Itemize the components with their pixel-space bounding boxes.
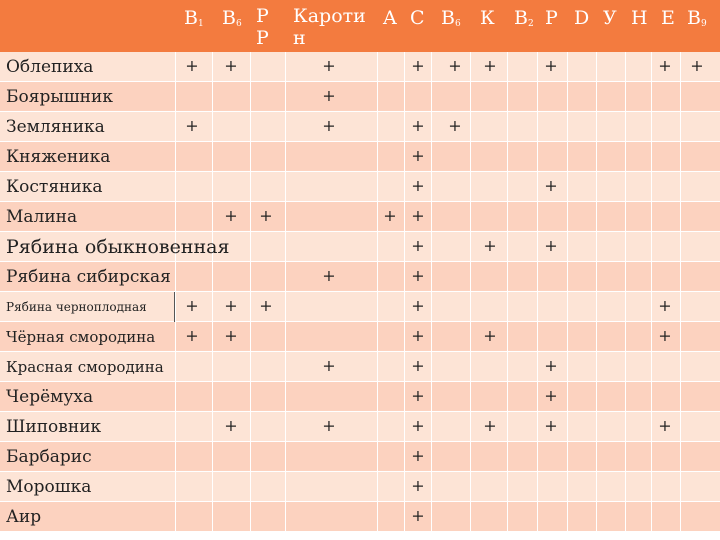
row-divider (0, 321, 720, 322)
row-label: Земляника (6, 117, 105, 137)
plus-mark: + (383, 206, 397, 225)
plus-mark: + (411, 206, 425, 225)
row-divider (0, 81, 720, 82)
header-n: Н (631, 7, 648, 29)
cell-border (174, 292, 175, 322)
plus-mark: + (224, 416, 238, 435)
row-label: Барбарис (6, 447, 92, 467)
plus-mark: + (411, 296, 425, 315)
plus-mark: + (448, 116, 462, 135)
row-label: Костяника (6, 177, 103, 197)
column-divider (625, 52, 626, 540)
row-divider (0, 531, 720, 532)
plus-mark: + (224, 296, 238, 315)
row-label: Аир (6, 507, 42, 527)
row-divider (0, 261, 720, 262)
row-label: Черёмуха (6, 387, 94, 407)
plus-mark: + (483, 326, 497, 345)
plus-mark: + (690, 56, 704, 75)
plus-mark: + (411, 176, 425, 195)
table-row (0, 502, 720, 532)
plus-mark: + (185, 116, 199, 135)
table-row (0, 52, 720, 82)
row-divider (0, 231, 720, 232)
header-d: D (574, 7, 590, 29)
plus-mark: + (658, 416, 672, 435)
plus-mark: + (483, 56, 497, 75)
plus-mark: + (483, 236, 497, 255)
column-divider (537, 52, 538, 540)
column-divider (285, 52, 286, 540)
plus-mark: + (411, 506, 425, 525)
header-b2: $B_2$ (514, 7, 534, 29)
row-label: Чёрная смородина (6, 328, 156, 346)
row-divider (0, 411, 720, 412)
plus-mark: + (185, 56, 199, 75)
column-divider (470, 52, 471, 540)
plus-mark: + (544, 236, 558, 255)
table-row (0, 412, 720, 442)
plus-mark: + (224, 206, 238, 225)
row-label: Рябина черноплодная (6, 300, 147, 314)
row-label: Красная смородина (6, 358, 164, 376)
plus-mark: + (658, 296, 672, 315)
plus-mark: + (322, 266, 336, 285)
header-c: C (410, 7, 425, 29)
row-divider (0, 381, 720, 382)
plus-mark: + (322, 56, 336, 75)
row-label: Морошка (6, 477, 92, 497)
row-label: Боярышник (6, 87, 113, 107)
plus-mark: + (411, 236, 425, 255)
plus-mark: + (544, 176, 558, 195)
plus-mark: + (322, 416, 336, 435)
row-divider (0, 291, 720, 292)
header-b9: $B_9$ (687, 7, 707, 29)
plus-mark: + (411, 476, 425, 495)
row-divider (0, 111, 720, 112)
plus-mark: + (411, 326, 425, 345)
plus-mark: + (322, 356, 336, 375)
row-label: Рябина обыкновенная (6, 236, 230, 258)
table-row (0, 172, 720, 202)
plus-mark: + (259, 206, 273, 225)
header-b6: $B_6$ (222, 7, 242, 29)
plus-mark: + (411, 356, 425, 375)
row-label: Рябина сибирская (6, 267, 171, 287)
row-divider (0, 201, 720, 202)
header-e: Е (661, 7, 675, 29)
row-divider (0, 141, 720, 142)
plus-mark: + (185, 296, 199, 315)
plus-mark: + (224, 326, 238, 345)
header-b1: $B_1$ (184, 7, 204, 29)
table-row (0, 472, 720, 502)
row-divider (0, 471, 720, 472)
plus-mark: + (259, 296, 273, 315)
table-row (0, 442, 720, 472)
plus-mark: + (658, 326, 672, 345)
plus-mark: + (224, 56, 238, 75)
column-divider (567, 52, 568, 540)
header-p: P (545, 7, 558, 29)
header-carotene: Кароти н (293, 5, 366, 49)
header-b6-second: $B_6$ (441, 7, 461, 29)
column-divider (596, 52, 597, 540)
plus-mark: + (411, 146, 425, 165)
column-divider (680, 52, 681, 540)
plus-mark: + (544, 356, 558, 375)
plus-mark: + (411, 416, 425, 435)
plus-mark: + (322, 116, 336, 135)
plus-mark: + (411, 446, 425, 465)
plus-mark: + (483, 416, 497, 435)
column-divider (377, 52, 378, 540)
table-row (0, 112, 720, 142)
plus-mark: + (185, 326, 199, 345)
column-divider (175, 52, 176, 540)
plus-mark: + (411, 386, 425, 405)
header-u: У (603, 7, 617, 29)
plus-mark: + (411, 266, 425, 285)
header-a: A (383, 7, 397, 29)
row-label: Шиповник (6, 417, 102, 437)
plus-mark: + (544, 416, 558, 435)
plus-mark: + (658, 56, 672, 75)
row-divider (0, 501, 720, 502)
plus-mark: + (544, 386, 558, 405)
plus-mark: + (322, 86, 336, 105)
row-label: Малина (6, 207, 78, 227)
row-divider (0, 351, 720, 352)
plus-mark: + (411, 116, 425, 135)
table-row (0, 382, 720, 412)
row-label: Княженика (6, 147, 111, 167)
header-pp: P P (256, 5, 269, 49)
row-label: Облепиха (6, 57, 94, 77)
header-k: К (480, 7, 495, 29)
column-divider (507, 52, 508, 540)
plus-mark: + (448, 56, 462, 75)
row-divider (0, 441, 720, 442)
plus-mark: + (544, 56, 558, 75)
column-divider (212, 52, 213, 540)
row-divider (0, 171, 720, 172)
table-row (0, 202, 720, 232)
plus-mark: + (411, 56, 425, 75)
